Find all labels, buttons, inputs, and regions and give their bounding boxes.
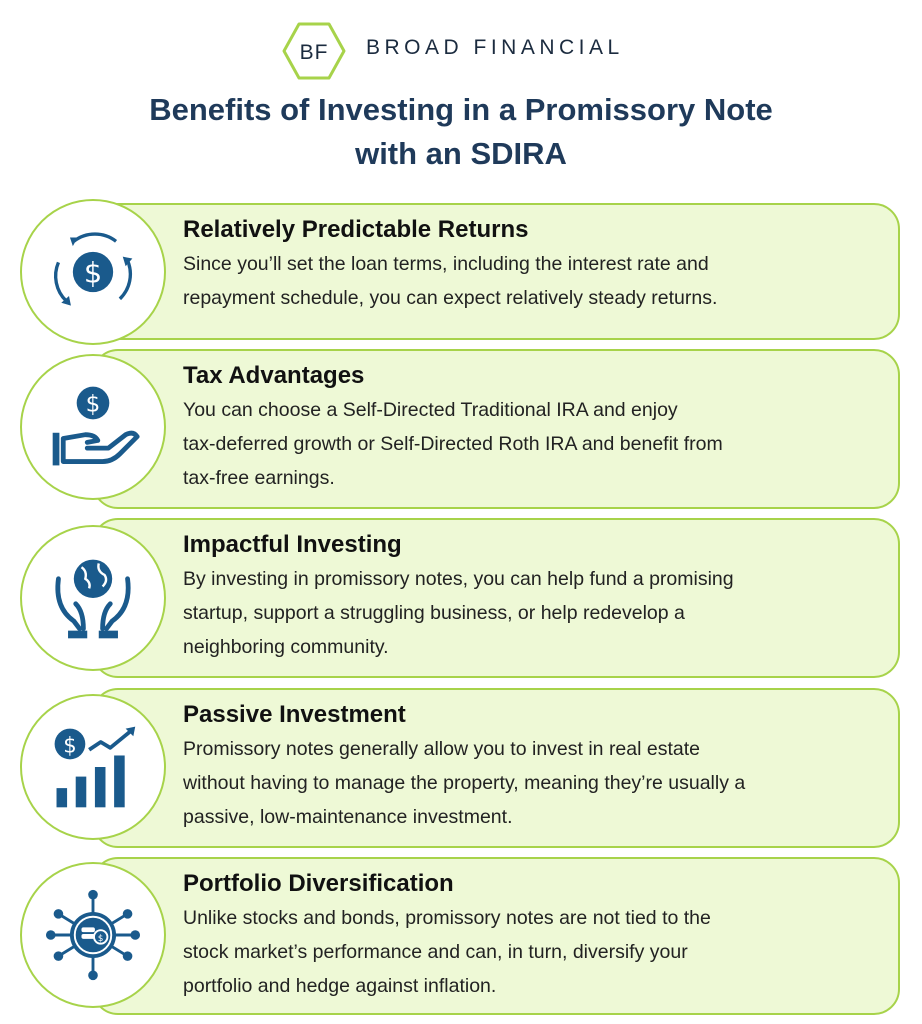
benefit-title: Portfolio Diversification <box>183 870 454 897</box>
svg-text:$: $ <box>85 391 101 418</box>
benefit-description <box>183 562 882 664</box>
benefit-desc-line: without having to manage the property, meaning they’re usually a <box>183 772 746 794</box>
benefit-desc-line: By investing in promissory notes, you can help fund a promising <box>183 568 734 590</box>
title-line-2: with an SDIRA <box>355 136 567 171</box>
benefit-title: Tax Advantages <box>183 362 365 389</box>
benefit-card-predictable-returns <box>92 203 900 340</box>
benefit-description <box>183 732 882 834</box>
icon-circle <box>20 199 166 345</box>
benefit-desc-line: Promissory notes generally allow you to invest in real estate <box>183 738 700 760</box>
benefit-description <box>183 901 882 1003</box>
header <box>0 20 922 80</box>
logo-hexagon-icon <box>282 22 346 80</box>
benefit-desc-line: Unlike stocks and bonds, promissory notes are not tied to the <box>183 907 711 929</box>
benefit-title: Relatively Predictable Returns <box>183 216 529 243</box>
benefit-desc-line: You can choose a Self-Directed Traditional IRA and enjoy <box>183 399 678 421</box>
svg-text:$: $ <box>83 255 103 290</box>
brand-name: BROAD FINANCIAL <box>366 36 624 59</box>
benefit-desc-line: repayment schedule, you can expect relatively steady returns. <box>183 287 718 309</box>
growth-chart-icon <box>45 719 141 815</box>
benefit-card-tax-advantages <box>92 349 900 509</box>
benefit-desc-line: passive, low-maintenance investment. <box>183 806 513 828</box>
page-title <box>0 88 922 176</box>
benefit-desc-line: startup, support a struggling business, or help redevelop a <box>183 602 685 624</box>
benefit-card-portfolio-diversification <box>92 857 900 1015</box>
dollar-cycle-icon <box>45 224 141 320</box>
benefit-description <box>183 247 882 315</box>
benefit-card-passive-investment <box>92 688 900 848</box>
benefit-card-impactful-investing <box>92 518 900 678</box>
benefit-desc-line: neighboring community. <box>183 636 389 658</box>
icon-circle <box>20 694 166 840</box>
logo-initials: BF <box>299 41 329 64</box>
icon-circle <box>20 862 166 1008</box>
svg-text:$: $ <box>97 933 104 944</box>
benefit-title: Impactful Investing <box>183 531 402 558</box>
benefit-desc-line: tax-free earnings. <box>183 467 335 489</box>
benefit-desc-line: tax-deferred growth or Self-Directed Roth IRA and benefit from <box>183 433 723 455</box>
hands-globe-icon <box>45 550 141 646</box>
benefit-desc-line: portfolio and hedge against inflation. <box>183 975 497 997</box>
benefit-desc-line: Since you’ll set the loan terms, including the interest rate and <box>183 253 709 275</box>
icon-circle <box>20 354 166 500</box>
svg-text:$: $ <box>63 732 77 758</box>
benefit-title: Passive Investment <box>183 701 406 728</box>
coin-network-icon <box>45 887 141 983</box>
hand-dollar-icon <box>45 379 141 475</box>
benefit-description <box>183 393 882 495</box>
title-line-1: Benefits of Investing in a Promissory Note <box>149 92 773 127</box>
icon-circle <box>20 525 166 671</box>
benefit-desc-line: stock market’s performance and can, in turn, diversify your <box>183 941 688 963</box>
